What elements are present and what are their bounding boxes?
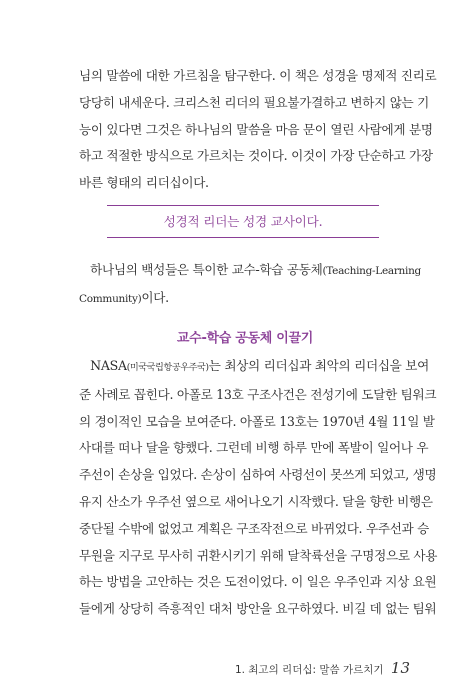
text-line: 중단될 수밖에 없었고 계획은 구조작전으로 바뀌었다. 우주선과 승	[79, 520, 429, 536]
page-number: 13	[390, 659, 410, 677]
callout-top-rule	[107, 205, 379, 206]
text-run: 는 최상의 리더십과 최악의 리더십을 보여	[208, 358, 429, 373]
pull-quote: 성경적 리더는 성경 교사이다.	[163, 214, 323, 229]
annotation: (미국국립항공우주국)	[126, 363, 209, 373]
text-run: NASA	[90, 358, 127, 373]
section-heading: 교수-학습 공동체 이끌기	[176, 331, 314, 346]
english-term: Community)	[79, 292, 142, 305]
body-paragraph-3	[79, 353, 438, 623]
text-line	[79, 353, 429, 382]
text-line: 무원을 지구로 무사히 귀환시키기 위해 달착륙선을 구명정으로 사용	[79, 547, 438, 563]
text-line: 능이 있다면 그것은 하나님의 말씀을 마음 문이 열린 사람에게 분명	[79, 121, 433, 137]
callout-bottom-rule	[107, 237, 379, 238]
text-line: 준 사례로 꼽힌다. 아폴로 13호 구조사건은 전성기에 도달한 팀워크	[79, 386, 437, 402]
text-run: 하나님의 백성들은 특이한 교수-학습 공동체	[90, 262, 323, 277]
text-line	[79, 257, 421, 285]
text-line: 바른 형태의 리더십이다.	[79, 175, 209, 191]
running-footer-chapter: 1. 최고의 리더십: 말씀 가르치기	[234, 664, 384, 676]
text-line: 들에게 상당히 즉흥적인 대처 방안을 요구하였다. 비길 데 없는 팀워	[79, 601, 437, 617]
body-paragraph-2	[79, 257, 421, 313]
text-line: 하는 방법을 고안하는 것은 도전이었다. 이 일은 우주인과 지상 요원	[79, 574, 437, 590]
page-footer	[235, 659, 410, 677]
english-term: (Teaching-Learning	[322, 265, 421, 277]
text-run: 이다.	[141, 289, 169, 305]
text-line: 주선이 손상을 입었다. 손상이 심하여 사령선이 못쓰게 되었고, 생명	[79, 467, 437, 483]
text-line: 의 경이적인 모습을 보여준다. 아폴로 13호는 1970년 4월 11일 발	[79, 413, 435, 429]
text-line	[79, 285, 411, 313]
text-line: 당당히 내세운다. 크리스천 리더의 필요불가결하고 변하지 않는 기	[79, 94, 429, 110]
text-line: 하고 적절한 방식으로 가르치는 것이다. 이것이 가장 단순하고 가장	[79, 148, 433, 164]
body-paragraph-1	[79, 63, 437, 197]
text-line: 유지 산소가 우주선 옆으로 새어나오기 시작했다. 달을 향한 비행은	[79, 493, 433, 509]
text-line: 님의 말씀에 대한 가르침을 탐구한다. 이 책은 성경을 명제적 진리로	[79, 68, 437, 83]
text-line: 사대를 떠나 달을 향했다. 그런데 비행 하루 만에 폭발이 일어나 우	[79, 440, 429, 456]
